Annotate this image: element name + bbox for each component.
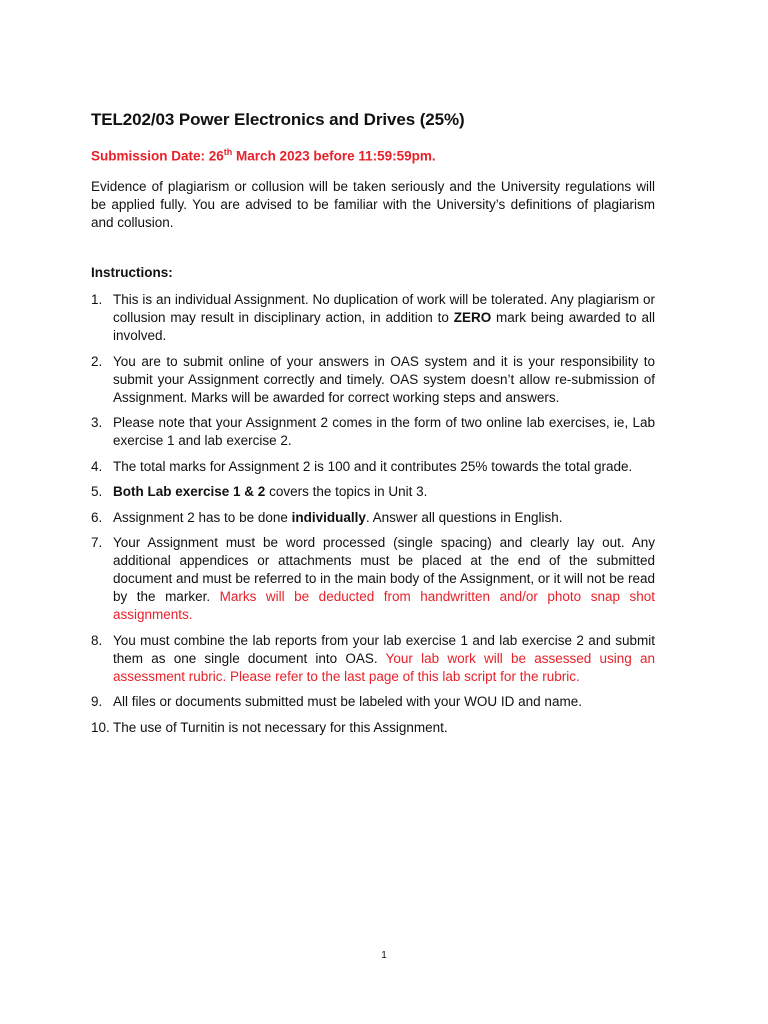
rubric-notice: Your lab work will be assessed using an assessment rubric. Please refer to the last page of this lab script for the rubric.	[113, 650, 655, 684]
instruction-item: 5. Both Lab exercise 1 & 2 covers the topics in Unit 3.	[91, 484, 428, 499]
plagiarism-notice: Evidence of plagiarism or collusion will be taken seriously and the University regulations will be applied fully. You are advised to be familiar with the University’s definitions of plagiarism and collusion.	[91, 179, 655, 230]
instruction-number: 4.	[91, 458, 103, 474]
instruction-item: 8. You must combine the lab reports from your lab exercise 1 and lab exercise 2 and submit them as one single document into OAS. Your lab work will be assessed using an assessment rubric. Please refer to the last page of this lab script for the rubric.	[91, 632, 655, 684]
submission-date-suffix: March 2023 before 11:59:59pm.	[232, 148, 436, 164]
instruction-item: 10. The use of Turnitin is not necessary for this Assignment.	[91, 719, 448, 735]
instruction-number: 9.	[91, 694, 103, 709]
instruction-item: 4. The total marks for Assignment 2 is 100 and it contributes 25% towards the total grade.	[91, 458, 633, 474]
instruction-item: 6. Assignment 2 has to be done individually. Answer all questions in English.	[91, 509, 563, 525]
submission-date	[91, 147, 436, 164]
document-title: TEL202/03 Power Electronics and Drives (25%)	[91, 110, 465, 129]
zero-emphasis: ZERO	[453, 310, 492, 325]
instructions-heading: Instructions:	[91, 265, 173, 280]
instruction-number: 5.	[91, 484, 103, 499]
instruction-number: 3.	[91, 415, 103, 430]
instruction-item: 9. All files or documents submitted must be labeled with your WOU ID and name.	[91, 694, 582, 709]
instruction-number: 7.	[91, 535, 103, 550]
handwritten-warning: Marks will be deducted from handwritten and/or photo snap shot assignments.	[113, 589, 655, 622]
submission-date-prefix: Submission Date: 26	[91, 148, 224, 164]
instruction-item: 7. Your Assignment must be word processed (single spacing) and clearly lay out. Any additional appendices or attachments must be placed at the end of the submitted document and must be referred to in the main body of the Assignment, or it will not be read by the marker. Marks will be deducted from handwritten and/or photo snap shot assignments.	[91, 535, 655, 622]
submission-date-ordinal: th	[223, 147, 233, 157]
instruction-item: 2. You are to submit online of your answers in OAS system and it is your responsibility to submit your Assignment correctly and timely. OAS system doesn’t allow re-submission of Assignment. Marks will be awarded for correct working steps and answers.	[91, 353, 655, 405]
instruction-number: 2.	[91, 353, 103, 369]
instruction-number: 1.	[91, 292, 103, 307]
page-number: 1	[381, 950, 387, 961]
instructions-list	[91, 291, 655, 744]
instruction-number: 6.	[91, 509, 103, 525]
individually-emphasis: individually	[291, 509, 366, 525]
instruction-number: 8.	[91, 632, 103, 648]
instruction-item: 1. This is an individual Assignment. No duplication of work will be tolerated. Any plagiarism or collusion may result in disciplinary action, in addition to ZERO mark being awarded to all involved.	[91, 292, 655, 343]
instruction-item: 3. Please note that your Assignment 2 comes in the form of two online lab exercises, ie, Lab exercise 1 and lab exercise 2.	[91, 415, 655, 448]
instruction-number: 10.	[91, 719, 110, 735]
lab-exercises-emphasis: Both Lab exercise 1 & 2	[113, 484, 266, 499]
